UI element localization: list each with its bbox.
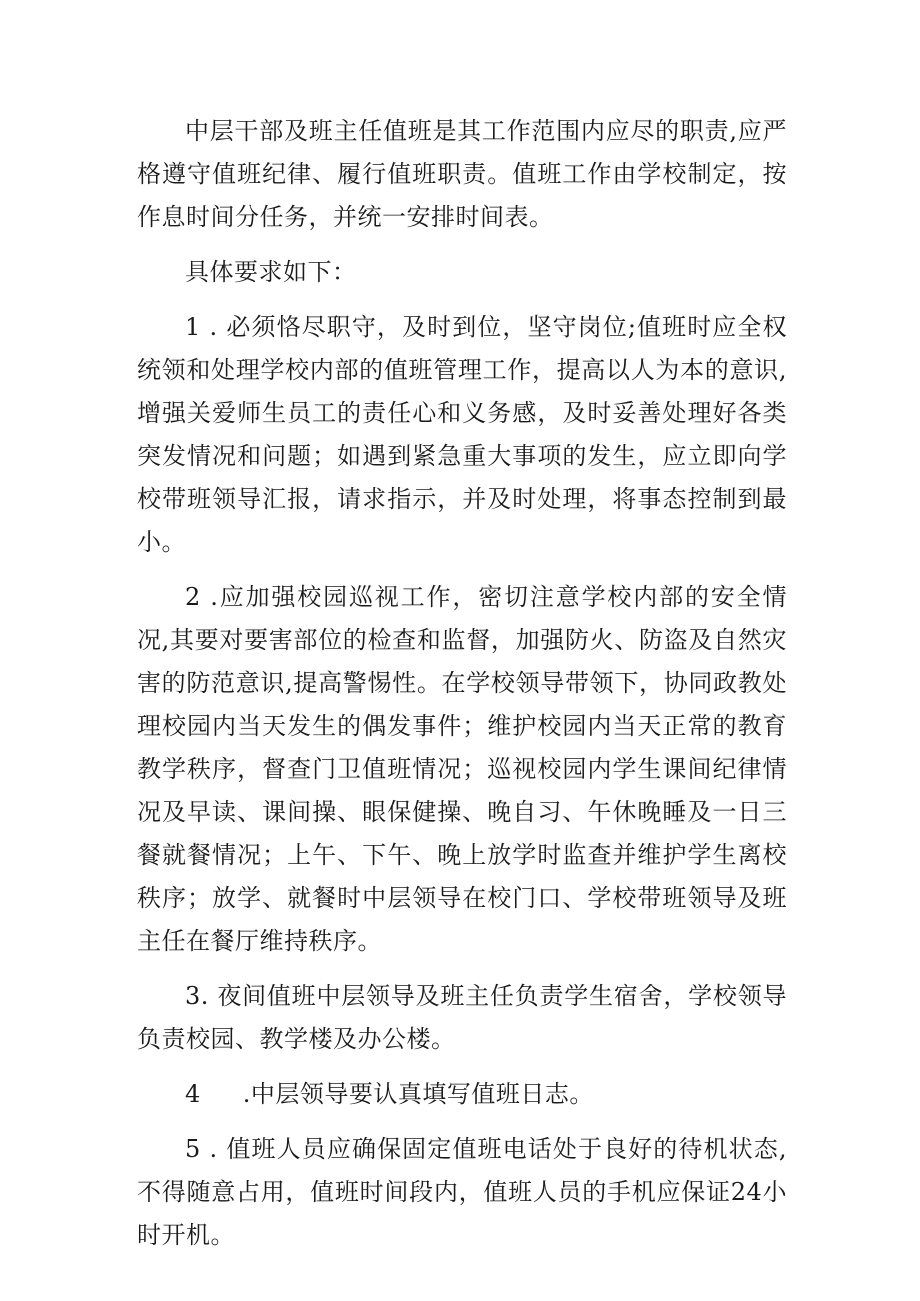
item-number: 4: [185, 1080, 201, 1108]
item-number: 3: [185, 982, 201, 1010]
item-number: 5: [185, 1135, 201, 1163]
item-text: .应加强校园巡视工作，密切注意学校内部的安全情况,其要对要害部位的检查和监督，加强防火、防盗及自然灾害的防范意识,提高警惕性。在学校领导带领下，协同政教处理校园内当天发生的偶发事件；维护校园内当天正常的教育教学秩序，督查门卫值班情况；巡视校园内学生课间纪律情况及早读、课间操、眼保健操、晚自习、午休晚睡及一日三餐就餐情况；上午、下午、晚上放学时监查并维护学生离校秩序；放学、就餐时中层领导在校门口、学校带班领导及班主任在餐厅维持秩序。: [137, 583, 787, 955]
requirements-heading: 具体要求如下：: [185, 258, 357, 286]
requirement-item-3: [137, 975, 787, 1061]
requirement-item-1: [137, 306, 787, 564]
requirement-item-4: [137, 1073, 787, 1116]
item-text: . 必须恪尽职守，及时到位，坚守岗位;值班时应全权统领和处理学校内部的值班管理工作，提高以人为本的意识,增强关爱师生员工的责任心和义务感，及时妥善处理好各类突发情况和问题；如遇到紧急重大事项的发生，应立即向学校带班领导汇报，请求指示，并及时处理，将事态控制到最小。: [137, 313, 787, 556]
item-text: .中层领导要认真填写值班日志。: [242, 1080, 594, 1108]
document-body: [137, 110, 787, 1269]
requirement-item-5: [137, 1128, 787, 1257]
item-text: . 值班人员应确保固定值班电话处于良好的待机状态,不得随意占用，值班时间段内，值班人员的手机应保证24小时开机。: [137, 1135, 787, 1249]
requirement-item-2: [137, 576, 787, 963]
item-number: 1: [185, 313, 201, 341]
item-number: 2: [185, 583, 201, 611]
item-text: . 夜间值班中层领导及班主任负责学生宿舍，学校领导负责校园、教学楼及办公楼。: [137, 982, 787, 1053]
intro-paragraph: 中层干部及班主任值班是其工作范围内应尽的职责,应严格遵守值班纪律、履行值班职责。值班工作由学校制定，按作息时间分任务，并统一安排时间表。: [137, 117, 787, 231]
